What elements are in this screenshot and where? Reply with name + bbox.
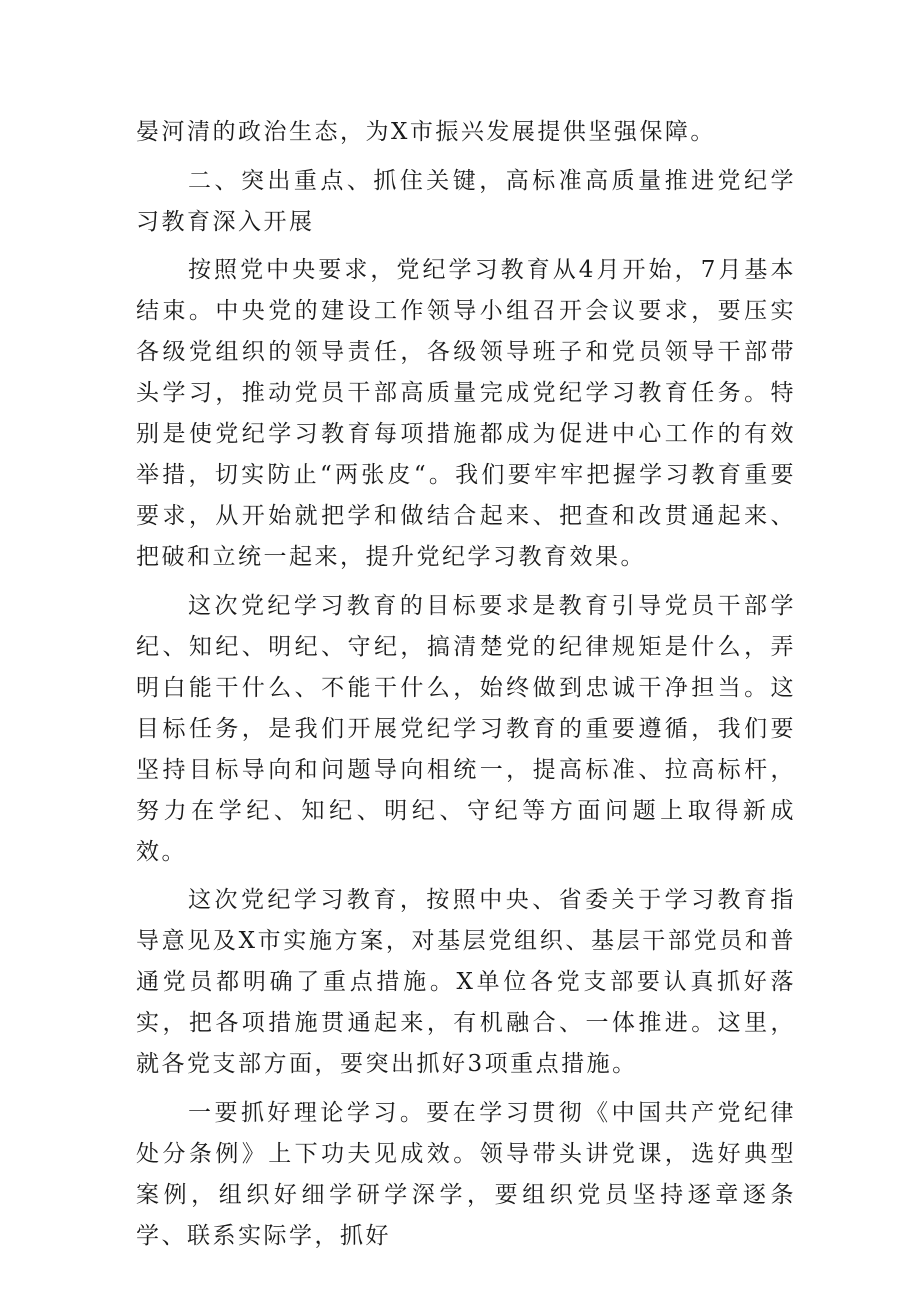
document-body (136, 112, 796, 1264)
paragraph: 一要抓好理论学习。要在学习贯彻《中国共产党纪律处分条例》上下功夫见成效。领导带头讲党课，选好典型案例，组织好细学研学深学，要组织党员坚持逐章逐条学、联系实际学，抓好 (136, 1099, 796, 1249)
paragraph: 这次党纪学习教育的目标要求是教育引导党员干部学纪、知纪、明纪、守纪，搞清楚党的纪律规矩是什么，弄明白能干什么、不能干什么，始终做到忠诚干净担当。这目标任务，是我们开展党纪学习教育的重要遵循，我们要坚持目标导向和问题导向相统一，提高标准、拉高标杆，努力在学纪、知纪、明纪、守纪等方面问题上取得新成效。 (136, 592, 796, 865)
paragraph: 这次党纪学习教育，按照中央、省委关于学习教育指导意见及X市实施方案，对基层党组织、基层干部党员和普通党员都明确了重点措施。X单位各党支部要认真抓好落实，把各项措施贯通起来，有机融合、一体推进。这里，就各党支部方面，要突出抓好3项重点措施。 (136, 887, 796, 1077)
paragraph: 按照党中央要求，党纪学习教育从4月开始，7月基本结束。中央党的建设工作领导小组召开会议要求，要压实各级党组织的领导责任，各级领导班子和党员领导干部带头学习，推动党员干部高质量完成党纪学习教育任务。特别是使党纪学习教育每项措施都成为促进中心工作的有效举措，切实防止“两张皮“。我们要牢牢把握学习教育重要要求，从开始就把学和做结合起来、把查和改贯通起来、把破和立统一起来，提升党纪学习教育效果。 (136, 257, 796, 570)
paragraph-continuation: 晏河清的政治生态，为X市振兴发展提供坚强保障。 (136, 119, 716, 145)
section-heading: 二、突出重点、抓住关键，高标准高质量推进党纪学习教育深入开展 (136, 167, 796, 235)
